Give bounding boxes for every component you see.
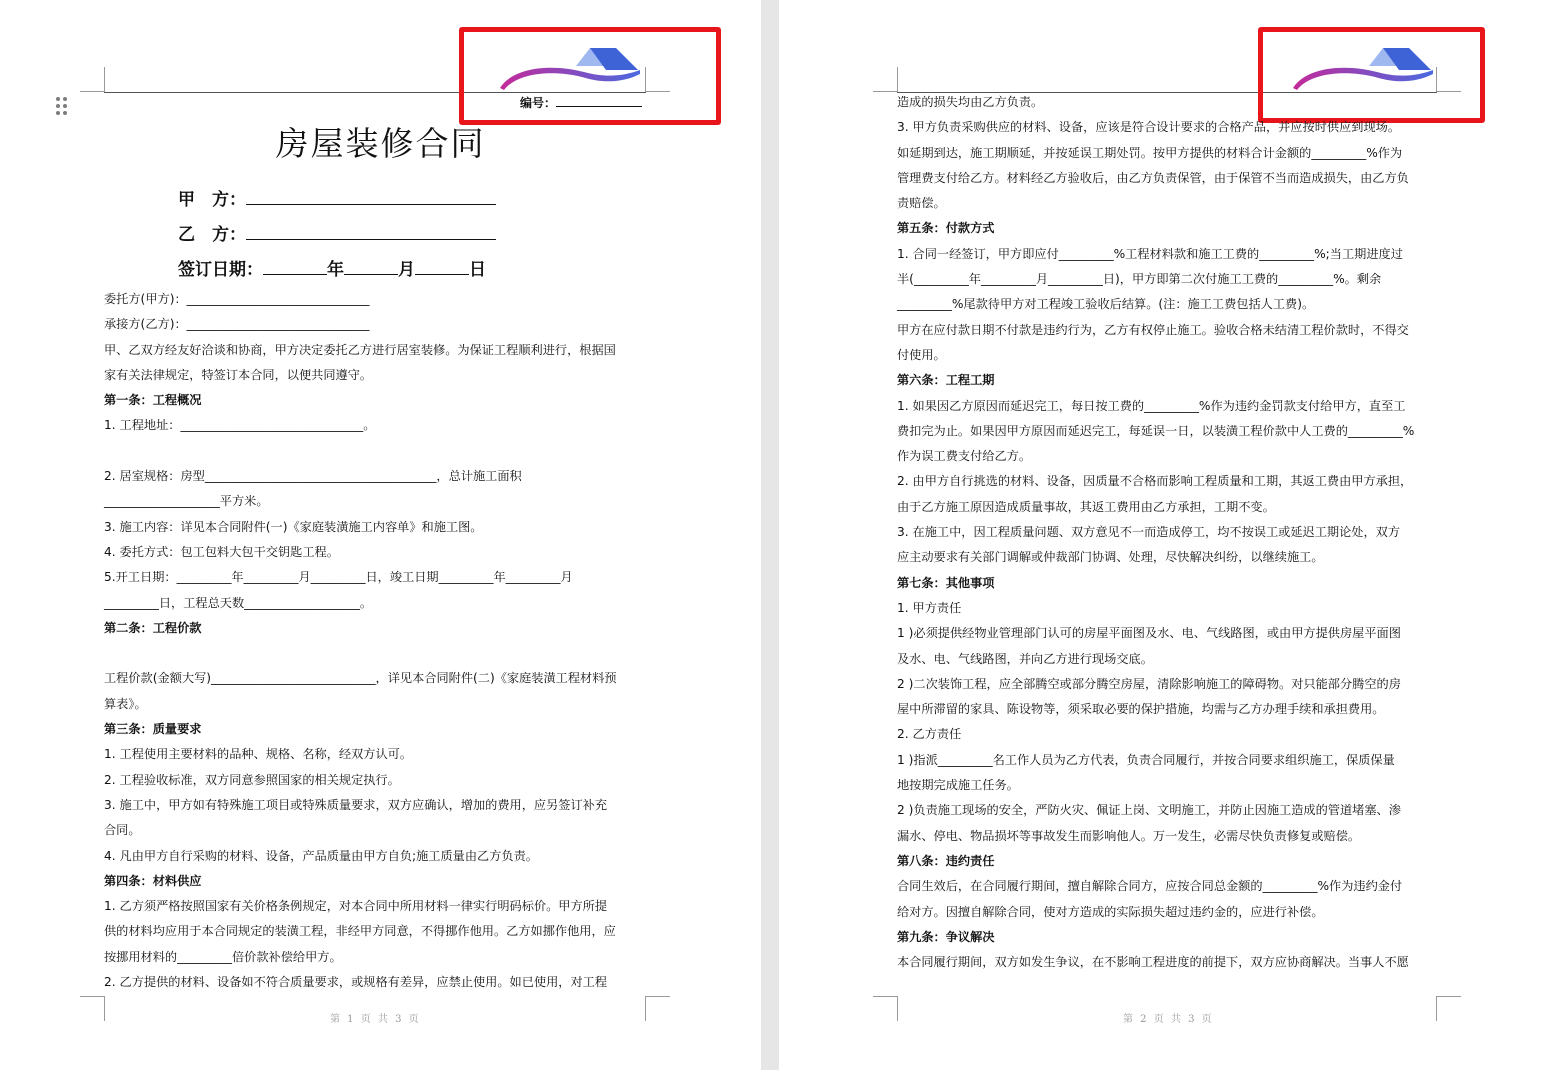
body-line: [104, 641, 617, 666]
body-line: 责赔偿。: [897, 196, 946, 211]
body-line: 2 )二次装饰工程，应全部腾空或部分腾空房屋，清除影响施工的障碍物。对只能部分腾空的房: [897, 676, 1401, 691]
body-line: 1 )必须提供经物业管理部门认可的房屋平面图及水、电、气线路图，或由甲方提供房屋平面图: [897, 626, 1401, 641]
body-line: _________日，工程总天数___________________。: [104, 595, 373, 610]
section-heading: 第九条：争议解决: [897, 929, 995, 944]
drag-handle-icon[interactable]: [56, 97, 70, 119]
document-page-1: [0, 0, 761, 1070]
body-line: ___________________平方米。: [104, 494, 269, 509]
body-line: 1. 乙方须严格按照国家有关价格条例规定，对本合同中所用材料一律实行明码标价。甲方所提: [104, 899, 608, 914]
page-footer: 第 1 页 共 3 页: [330, 1014, 421, 1025]
body-line: _________%尾款待甲方对工程竣工验收后结算。(注：施工工费包括人工费)。: [897, 297, 1315, 312]
body-line: 2. 由甲方自行挑选的材料、设备，因质量不合格而影响工程质量和工期，其返工费由甲方承担，: [897, 474, 1413, 489]
body-line: 4. 委托方式：包工包料大包干交钥匙工程。: [104, 544, 339, 559]
document-page-2: [779, 0, 1560, 1070]
body-line: 造成的损失均由乙方负责。: [897, 95, 1044, 109]
serial-number: [520, 94, 642, 111]
body-line: 付使用。: [897, 347, 946, 362]
body-line: 算表》。: [104, 696, 147, 711]
body-line: 管理费支付给乙方。材料经乙方验收后，由乙方负责保管，由于保管不当而造成损失，由乙方负: [897, 170, 1409, 185]
sign-month-label: 月: [398, 260, 415, 280]
section-heading: 第八条：违约责任: [897, 853, 995, 868]
body-line: 合同生效后，在合同履行期间，擅自解除合同方，应按合同总金额的_________%作为违约金付: [897, 879, 1403, 894]
page-footer: 第 2 页 共 3 页: [1123, 1014, 1214, 1025]
crop-mark: [80, 996, 105, 1021]
body-line: 如延期到达，施工期顺延，并按延误工期处罚。按甲方提供的材料合计金额的_________%作为: [897, 145, 1403, 160]
body-line: 承接方(乙方)：______________________________: [104, 317, 370, 332]
section-heading: 第七条：其他事项: [897, 575, 995, 590]
section-heading: 第四条：材料供应: [104, 873, 202, 888]
body-line: 半(_________年_________月_________日)，甲方即第二次付施工工费的_________%。剩余: [897, 272, 1382, 287]
body-line: 地按期完成施工任务。: [897, 778, 1019, 793]
sign-month-blank[interactable]: [344, 258, 398, 275]
body-line: 给对方。因擅自解除合同，使对方造成的实际损失超过违约金的，应进行补偿。: [897, 904, 1324, 919]
body-line: 合同。: [104, 823, 141, 838]
body-line: 3. 施工内容：详见本合同附件(一)《家庭装潢施工内容单》和施工图。: [104, 519, 483, 534]
party-b-row: [178, 223, 496, 246]
section-heading: 第五条：付款方式: [897, 221, 995, 236]
page-gutter: [761, 0, 779, 1070]
party-b-blank[interactable]: [246, 223, 496, 240]
section-heading: 第一条：工程概况: [104, 393, 202, 408]
body-line: 应主动要求有关部门调解或仲裁部门协调、处理，尽快解决纠纷，以继续施工。: [897, 550, 1324, 565]
party-a-blank[interactable]: [246, 188, 496, 205]
body-line: 供的材料均应用于本合同规定的装潢工程，非经甲方同意，不得挪作他用。乙方如挪作他用，应: [104, 924, 616, 939]
body-line: 1. 如果因乙方原因而延迟完工，每日按工费的_________%作为违约金罚款支付给甲方，直至工: [897, 398, 1406, 413]
body-line: 2 )负责施工现场的安全，严防火灾、佩证上岗、文明施工，并防止因施工造成的管道堵塞、渗: [897, 803, 1401, 818]
sign-year-blank[interactable]: [263, 258, 327, 275]
body-line: 漏水、停电、物品损坏等事故发生而影响他人。万一发生，必需尽快负责修复或赔偿。: [897, 828, 1361, 843]
section-heading: 第三条：质量要求: [104, 722, 202, 737]
body-line: 屋中所滞留的家具、陈设物等，须采取必要的保护措施，均需与乙方办理手续和承担费用。: [897, 702, 1385, 717]
body-line: 甲方在应付款日期不付款是违约行为，乙方有权停止施工。验收合格未结清工程价款时，不得交: [897, 322, 1409, 337]
crop-mark: [645, 996, 670, 1021]
page-2-body: [897, 90, 1414, 975]
crop-mark: [873, 996, 898, 1021]
sign-day-label: 日: [469, 260, 486, 280]
body-line: 2. 乙方提供的材料、设备如不符合质量要求，或规格有差异，应禁止使用。如已使用，对工程: [104, 975, 608, 990]
serial-blank[interactable]: [556, 94, 642, 107]
body-line: 费扣完为止。如果因甲方原因而延迟完工，每延误一日，以装潢工程价款中人工费的_________%: [897, 423, 1415, 438]
body-line: 4. 凡由甲方自行采购的材料、设备，产品质量由甲方自负;施工质量由乙方负责。: [104, 848, 538, 863]
body-line: 2. 工程验收标准，双方同意参照国家的相关规定执行。: [104, 772, 400, 787]
sign-date-label: 签订日期：: [178, 260, 263, 280]
body-line: 1. 合同一经签订，甲方即应付_________%工程材料款和施工工费的_________%;当工期进度过: [897, 246, 1403, 261]
body-line: 5.开工日期：_________年_________月_________日，竣工日期_________年_________月: [104, 570, 573, 585]
body-line: 1. 工程使用主要材料的品种、规格、名称，经双方认可。: [104, 747, 413, 762]
section-heading: 第六条：工程工期: [897, 373, 995, 388]
body-line: 委托方(甲方)：______________________________: [104, 292, 370, 306]
body-line: 3. 甲方负责采购供应的材料、设备，应该是符合设计要求的合格产品，并应按时供应到现场。: [897, 120, 1401, 135]
body-line: 家有关法律规定，特签订本合同，以便共同遵守。: [104, 367, 373, 382]
body-line: 3. 施工中，甲方如有特殊施工项目或特殊质量要求，双方应确认，增加的费用，应另签订补充: [104, 797, 608, 812]
body-line: 1 )指派_________名工作人员为乙方代表，负责合同履行，并按合同要求组织施工，保质保量: [897, 752, 1395, 767]
crop-mark: [80, 67, 105, 92]
sign-year-label: 年: [327, 260, 344, 280]
body-line: 由于乙方施工原因造成质量事故，其返工费用由乙方承担，工期不变。: [897, 499, 1275, 514]
body-line: 1. 甲方责任: [897, 600, 962, 615]
body-line: 及水、电、气线路图，并向乙方进行现场交底。: [897, 651, 1153, 666]
contract-title: 房屋装修合同: [275, 124, 486, 163]
sign-date-row: [178, 258, 486, 281]
body-line: 1. 工程地址：______________________________。: [104, 418, 376, 433]
body-line: 甲、乙双方经友好洽谈和协商，甲方决定委托乙方进行居室装修。为保证工程顺利进行，根据国: [104, 342, 616, 357]
crop-mark: [1436, 996, 1461, 1021]
body-line: 3. 在施工中，因工程质量问题、双方意见不一而造成停工，均不按误工或延迟工期论处，双方: [897, 525, 1401, 540]
sign-day-blank[interactable]: [415, 258, 469, 275]
body-line: 按挪用材料的_________倍价款补偿给甲方。: [104, 949, 342, 964]
crop-mark: [873, 67, 898, 92]
body-line: 工程价款(金额大写)___________________________，详见本合同附件(二)《家庭装潢工程材料预: [104, 671, 617, 686]
party-a-row: [178, 188, 496, 211]
party-b-label: 乙 方：: [178, 225, 246, 245]
body-line: 2. 乙方责任: [897, 727, 962, 742]
body-line: 作为误工费支付给乙方。: [897, 449, 1032, 464]
section-heading: 第二条：工程价款: [104, 620, 202, 635]
serial-label: 编号：: [520, 96, 557, 110]
body-line: 本合同履行期间，双方如发生争议，在不影响工程进度的前提下，双方应协商解决。当事人不愿: [897, 955, 1409, 970]
page-1-body: [104, 287, 617, 995]
body-line: 2. 居室规格：房型______________________________________，总计施工面积: [104, 469, 522, 484]
body-line: [104, 439, 617, 464]
party-a-label: 甲 方：: [178, 190, 246, 210]
